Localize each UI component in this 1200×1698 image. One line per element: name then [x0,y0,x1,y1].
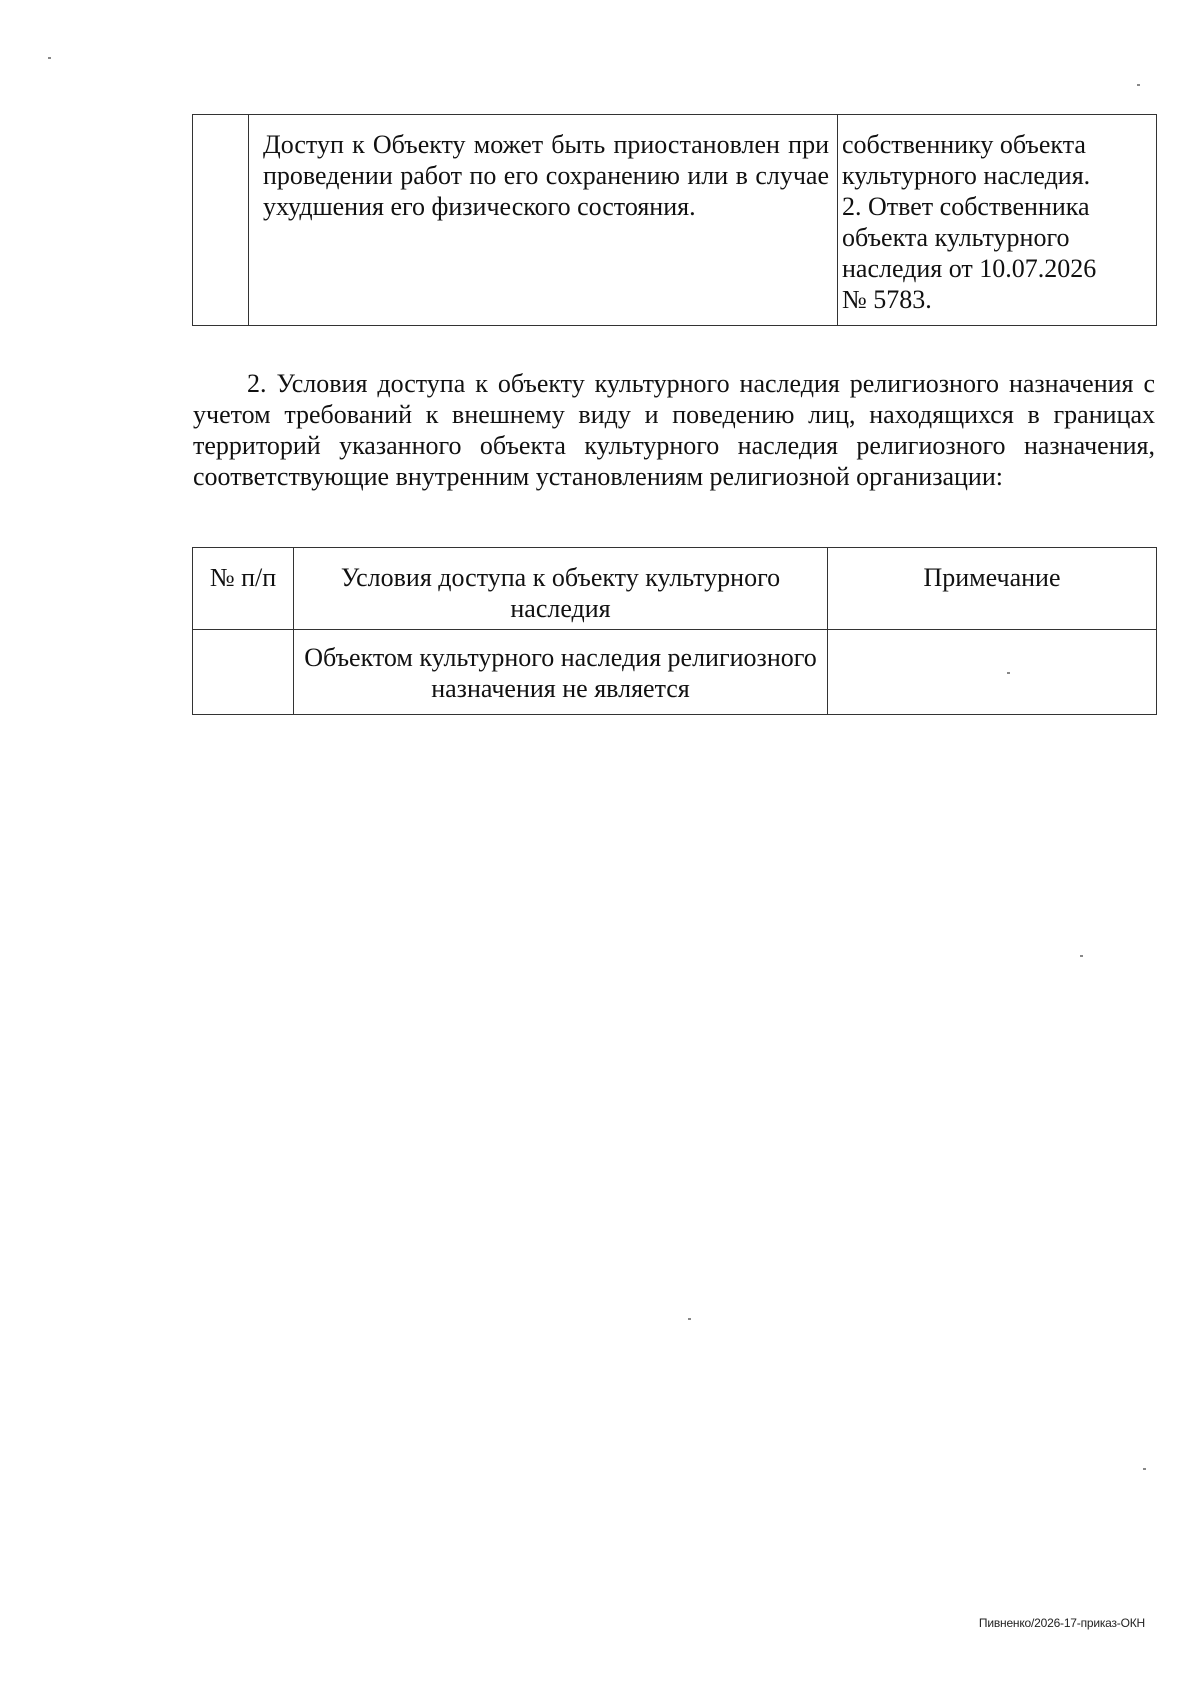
note-line: 2. Ответ собственника [842,192,1090,221]
column-header-note: Примечание [828,548,1157,630]
scan-speck [1007,672,1010,674]
note-line: собственнику объекта [842,130,1086,159]
scan-speck [1143,1468,1146,1470]
document-reference-footer: Пивненко/2026-17-приказ-ОКН [978,1616,1145,1630]
note-cell [828,630,1157,715]
column-header-condition: Условия доступа к объекту культурного наследия [294,548,828,630]
note-line: объекта культурного [842,223,1070,252]
access-conditions-table-continuation [192,114,1157,326]
table-row [193,630,1157,715]
section-2-paragraph: 2. Условия доступа к объекту культурного наследия религиозного назначения с учетом требований к внешнему виду и поведению лиц, находящихся в границах территорий указанного объекта культурного наследия религиозного назначения, соответствующие внутренним установлениям религиозной организации: [193,369,1155,491]
table-row [193,115,1157,326]
scan-speck [48,57,51,59]
column-header-number: № п/п [193,548,294,630]
note-line: наследия от 10.07.2026 [842,254,1097,283]
note-line: культурного наследия. [842,161,1091,190]
note-line: № 5783. [842,285,932,314]
scan-speck [1080,955,1083,957]
table-header-row [193,548,1157,630]
row-number-cell [193,630,294,715]
condition-cell: Объектом культурного наследия религиозного назначения не является [294,630,828,715]
scan-speck [688,1318,691,1320]
condition-cell: Доступ к Объекту может быть приостановлен при проведении работ по его сохранению или в случае ухудшения его физического состояния. [249,115,838,326]
scan-speck [1137,84,1140,86]
row-number-cell [193,115,249,326]
religious-access-conditions-table [192,547,1157,715]
note-cell [838,115,1157,326]
